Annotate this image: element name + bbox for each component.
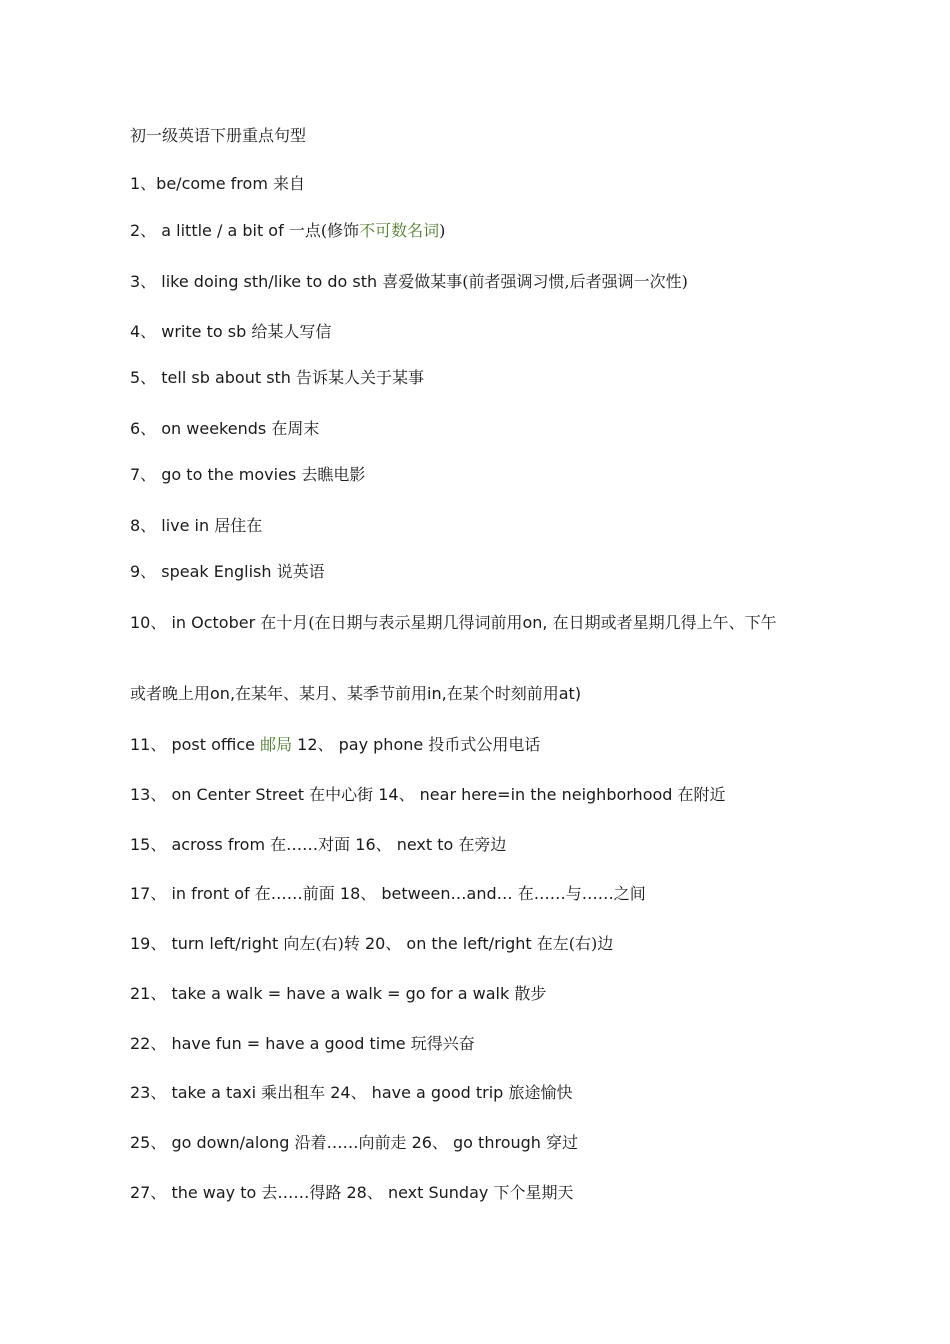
phrase-line-21 bbox=[130, 982, 810, 1006]
text-segment: at) bbox=[558, 684, 582, 703]
phrase-line-19-20 bbox=[130, 932, 810, 956]
text-segment: 在……与……之间 bbox=[517, 884, 646, 903]
text-segment: 在周末 bbox=[271, 419, 320, 438]
text-segment: ) bbox=[439, 221, 446, 240]
phrase-line-22 bbox=[130, 1032, 810, 1056]
text-segment: 在中心街 bbox=[309, 785, 374, 804]
text-segment: 在附近 bbox=[677, 785, 726, 804]
text-segment: 16、 next to bbox=[350, 835, 459, 854]
text-segment: 14、 near here=in the neighborhood bbox=[373, 785, 678, 804]
text-segment: 向左(右)转 bbox=[283, 934, 360, 953]
text-segment: 18、 between…and… bbox=[334, 884, 518, 903]
text-segment: 投币式公用电话 bbox=[428, 735, 541, 754]
text-segment: 穿过 bbox=[546, 1133, 579, 1152]
text-segment: 在某个时刻前用 bbox=[446, 684, 559, 703]
text-segment: 5、 tell sb about sth bbox=[130, 368, 297, 387]
text-segment: 来自 bbox=[273, 174, 306, 193]
phrase-line-11-12 bbox=[130, 733, 810, 757]
document-title: 初一级英语下册重点句型 bbox=[130, 126, 307, 145]
text-segment: 在左(右)边 bbox=[536, 934, 614, 953]
text-segment: 1、be/come from bbox=[130, 174, 273, 193]
text-segment: 22、 have fun = have a good time bbox=[130, 1034, 411, 1053]
phrase-line-10-continued bbox=[130, 682, 810, 706]
text-segment: 在……前面 bbox=[254, 884, 335, 903]
text-segment: 19、 turn left/right bbox=[130, 934, 284, 953]
text-segment: 25、 go down/along bbox=[130, 1133, 295, 1152]
text-segment: on, bbox=[210, 684, 236, 703]
text-segment: in, bbox=[427, 684, 447, 703]
text-segment: 12、 pay phone bbox=[292, 735, 429, 754]
text-segment: 4、 write to sb bbox=[130, 322, 252, 341]
text-segment: 散步 bbox=[514, 984, 547, 1003]
phrase-line-4 bbox=[130, 320, 810, 344]
text-segment: 23、 take a taxi bbox=[130, 1083, 262, 1102]
highlighted-text-segment: 不可数名词 bbox=[359, 221, 440, 240]
text-segment: 给某人写信 bbox=[251, 322, 332, 341]
text-segment: 或者晚上用 bbox=[130, 684, 211, 703]
text-segment: 20、 on the left/right bbox=[359, 934, 537, 953]
text-segment: 喜爱做某事(前者强调习惯,后者强调一次性) bbox=[382, 272, 688, 291]
text-segment: 3、 like doing sth/like to do sth bbox=[130, 272, 383, 291]
text-segment: 24、 have a good trip bbox=[325, 1083, 509, 1102]
highlighted-text-segment: 邮局 bbox=[260, 735, 293, 754]
text-segment: 去瞧电影 bbox=[301, 465, 366, 484]
text-segment: 玩得兴奋 bbox=[410, 1034, 475, 1053]
text-segment: 15、 across from bbox=[130, 835, 271, 854]
phrase-line-25-26 bbox=[130, 1131, 810, 1155]
phrase-line-7 bbox=[130, 463, 810, 487]
text-segment: 说英语 bbox=[276, 562, 325, 581]
phrase-line-3 bbox=[130, 270, 810, 294]
text-segment: 7、 go to the movies bbox=[130, 465, 302, 484]
phrase-line-23-24 bbox=[130, 1081, 810, 1105]
text-segment: 去……得路 bbox=[261, 1183, 342, 1202]
text-segment: 2、 a little / a bit of bbox=[130, 221, 289, 240]
text-segment: 在日期或者星期几得上午、下午 bbox=[552, 613, 777, 632]
phrase-line-2 bbox=[130, 219, 810, 243]
text-segment: 26、 go through bbox=[406, 1133, 547, 1152]
text-segment: 在十月(在日期与表示星期几得词前用 bbox=[260, 613, 523, 632]
phrase-line-8 bbox=[130, 514, 810, 538]
phrase-line-6 bbox=[130, 417, 810, 441]
text-segment: 10、 in October bbox=[130, 613, 261, 632]
phrase-line-9 bbox=[130, 560, 810, 584]
phrase-line-15-16 bbox=[130, 833, 810, 857]
text-segment: 9、 speak English bbox=[130, 562, 277, 581]
text-segment: 11、 post office bbox=[130, 735, 261, 754]
text-segment: 沿着……向前走 bbox=[294, 1133, 407, 1152]
text-segment: 6、 on weekends bbox=[130, 419, 272, 438]
text-segment: 下个星期天 bbox=[493, 1183, 574, 1202]
phrase-line-17-18 bbox=[130, 882, 810, 906]
text-segment: 28、 next Sunday bbox=[341, 1183, 494, 1202]
phrase-line-10 bbox=[130, 611, 800, 635]
text-segment: on, bbox=[522, 613, 553, 632]
text-segment: 8、 live in bbox=[130, 516, 215, 535]
text-segment: 17、 in front of bbox=[130, 884, 255, 903]
text-segment: 13、 on Center Street bbox=[130, 785, 310, 804]
phrase-line-5 bbox=[130, 366, 810, 390]
text-segment: 在旁边 bbox=[458, 835, 507, 854]
text-segment: 一点(修饰 bbox=[288, 221, 360, 240]
text-segment: 旅途愉快 bbox=[508, 1083, 573, 1102]
text-segment: 在某年、某月、某季节前用 bbox=[235, 684, 428, 703]
text-segment: 居住在 bbox=[214, 516, 263, 535]
phrase-line-27-28 bbox=[130, 1181, 810, 1205]
text-segment: 27、 the way to bbox=[130, 1183, 262, 1202]
text-segment: 21、 take a walk = have a walk = go for a walk bbox=[130, 984, 515, 1003]
text-segment: 乘出租车 bbox=[261, 1083, 326, 1102]
phrase-line-13-14 bbox=[130, 783, 810, 807]
text-segment: 在……对面 bbox=[270, 835, 351, 854]
phrase-line-1 bbox=[130, 172, 810, 196]
text-segment: 告诉某人关于某事 bbox=[296, 368, 425, 387]
